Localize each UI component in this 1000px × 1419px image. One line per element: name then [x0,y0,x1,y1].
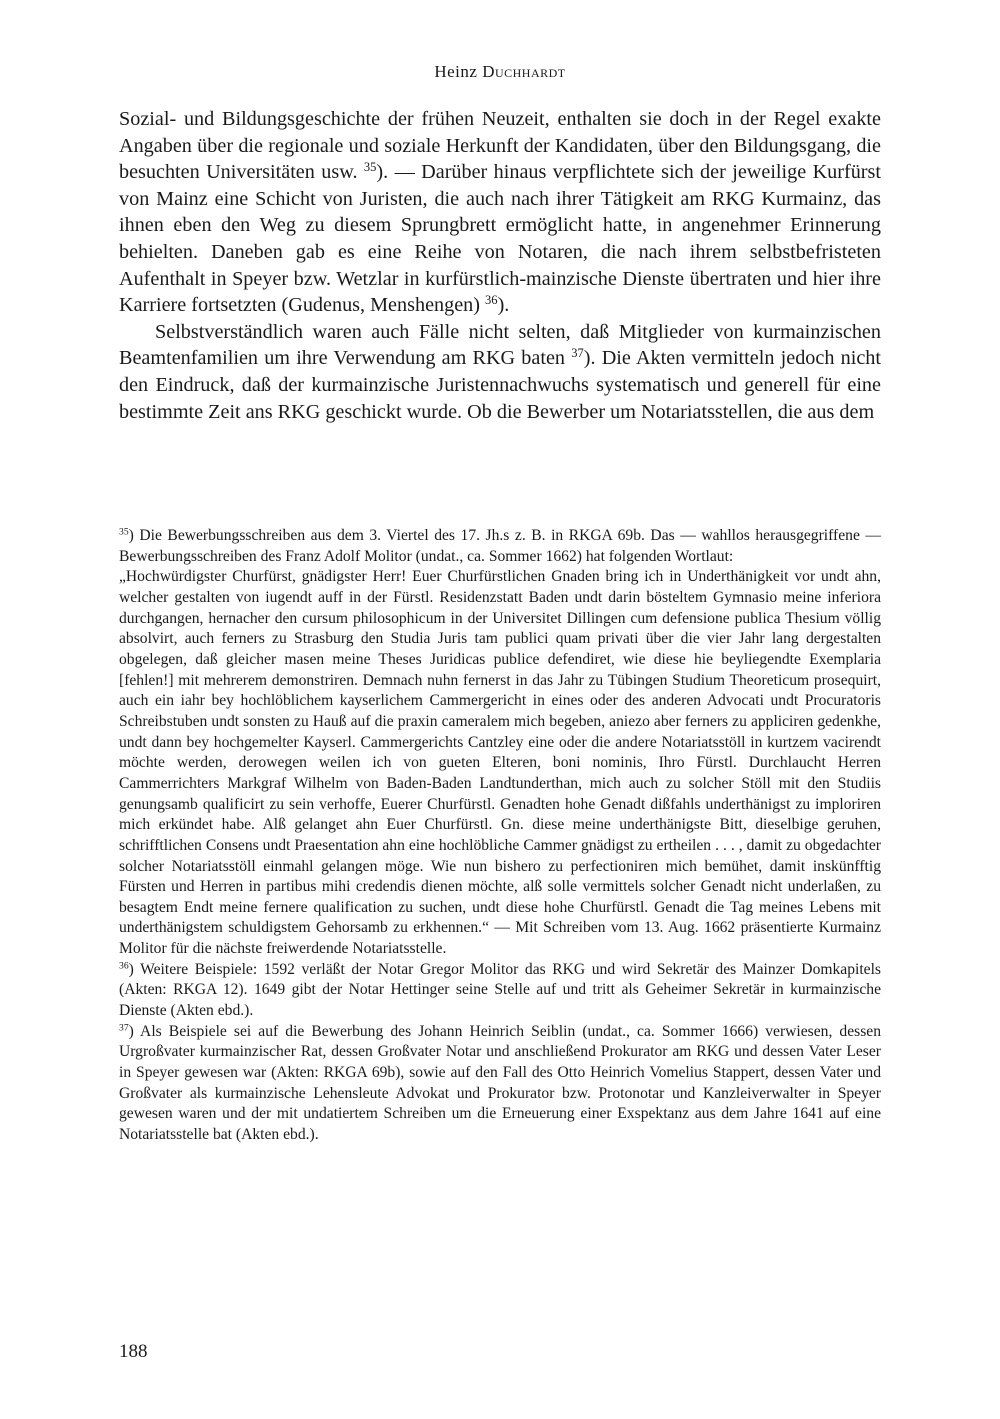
footnote-36-text: ) Weitere Beispiele: 1592 verläßt der Notar Gregor Molitor das RKG und wird Sekretär des Mainzer Domkapitels (Akten: RKGA 12). 1649 gibt der Notar Hettinger seine Stelle auf und tritt als Geheimer Sekretär in kurmainzische Dienste (Akten ebd.). [119,960,881,1020]
footnote-mark-35: 35 [119,526,129,538]
footnotes [119,526,881,1146]
footnote-35 [119,526,881,567]
footnote-37-text: ) Als Beispiele sei auf die Bewerbung des Johann Heinrich Seiblin (undat., ca. Sommer 1666) verwiesen, dessen Urgroßvater kurmainzischer Rat, dessen Großvater Notar und anschließend Prokurator am RKG und dessen Vater Leser in Speyer gewesen war (Akten: RKGA 69b), sowie auf den Fall des Otto Heinrich Vomelius Stappert, dessen Vater und Großvater als kurmainzische Lehensleute Advokat und Prokurator bzw. Protonotar und Kanzleiverwalter in Speyer gewesen waren und der mit undatiertem Schreiben um die Erneuerung einer Exspektanz aus dem Jahre 1641 auf eine Notariatsstelle bat (Akten ebd.). [119,1022,881,1144]
footnote-mark-37: 37 [119,1022,129,1034]
main-text [119,106,881,425]
footnote-35-quote: „Hochwürdigster Churfürst, gnädigster Herr! Euer Churfürstlichen Gnaden bring ich in Underthänigkeit vor undt ahn, welcher gestalten von iugendt auff in der Fürstl. Residenzstatt Baden undt darin bösteltem Gymnasio meine inferiora durchgangen, hernacher den cursum philosophicum in der Universitet Dillingen cum defensione publica Thesium völlig absolvirt, auch ferners zu Strasburg den Studia Juris tam publici quam privati über die vier Jahr lang dergestalten obgelegen, daß gleicher masen meine Theses Juridicas publice defendiret, wie diese hie beyliegendte Exemplaria [fehlen!] mit mehrerem demonstriren. Demnach nuhn fernerst in das Jahr zu Tübingen Studium Theoreticum prosequirt, auch ein iahr bey hochlöblichem kayserlichem Cammergericht in eines oder des anderen Advocati undt Procuratoris Schreibstuben undt sonsten zu Hauß auf die praxin cameralem mich begeben, aniezo aber ferners zu appliciren gedenkhe, undt dann bey hochgemelter Kayserl. Cammergerichts Cantzley eine oder die andere Notariatsstöll in kurtzem vacirendt möchte werden, derowegen weilen ich von gueten Elteren, boni nominis, Ihro Fürstl. Durchlaucht Herren Cammerrichters Markgraf Wilhelm von Baden-Baden Landtunderthan, mich auch zu solcher Stöll mit den Studiis genungsamb qualificirt zu sein verhoffe, Euerer Churfürstl. Genadten hohe Genadt dißfahls underthänigst zu imploriren mich erkündet habe. Alß gelanget ahn Euer Churfürstl. Gn. diese meine underthänigste Bitt, dieselbige geruhen, schrifftlichen Consens undt Praesentation ahn eine hochlöbliche Cammer gnädigst zu ertheilen . . . , damit zu obgedachter solcher Notariatsstöll einmahl gelangen möge. Wie nun bishero zu perfectioniren mich bemühet, damit inskünfftig Fürsten und Herren in partibus mihi credendis dienen möchte, alß solle vermittels solcher Genadt nicht underlaßen, zu besagtem Endt meine fernere qualification zu suchen, undt diese hohe Churfürstl. Genadt die Tag meines Lebens mit underthänigstem schuldigstem Gehorsamb zu erkhennen.“ — Mit Schreiben vom 13. Aug. 1662 präsentierte Kurmainz Molitor für die nächste freiwerdende Notariatsstelle. [119,568,881,958]
footnote-mark-36: 36 [119,960,129,972]
paragraph-1 [119,106,881,319]
paragraph-2-text: Selbstverständlich waren auch Fälle nicht selten, daß Mitglieder von kurmainzischen Beamtenfamilien um ihre Verwendung am RKG baten [119,320,881,370]
footnote-35-intro: ) Die Bewerbungsschreiben aus dem 3. Viertel des 17. Jh.s z. B. in RKGA 69b. Das — wahllos herausgegriffene — Bewerbungsschreiben des Franz Adolf Molitor (undat., ca. Sommer 1662) hat folgenden Wortlaut: [119,527,881,565]
footnote-37 [119,1022,881,1146]
footnote-ref-36: 36 [485,293,498,308]
paragraph-1-text: Sozial- und Bildungsgeschichte der frühen Neuzeit, enthalten sie doch in der Regel exakte Angaben über die regionale und soziale Herkunft der Kandidaten, über den Bildungsgang, die besuchten Universitäten usw. [119,108,881,184]
page-number: 188 [119,1341,148,1362]
author-first-name: Heinz [434,62,478,81]
author-last-name: Duchhardt [482,62,566,81]
footnote-ref-35: 35 [363,160,377,175]
paragraph-2-text-cont: ). Die Akten vermitteln jedoch nicht den Eindruck, daß der kurmainzische Juristennachwuchs systematisch und generell für eine bestimmte Zeit ans RKG geschickt wurde. Ob die Bewerber um Notariatsstellen, die aus dem [119,347,882,423]
paragraph-1-text-end: ). [497,294,510,317]
running-head [0,62,1000,82]
footnote-ref-37: 37 [571,346,584,361]
footnote-36 [119,960,881,1022]
paragraph-2 [119,319,881,425]
paragraph-1-text-cont: ). — Darüber hinaus verpflichtete sich der jeweilige Kurfürst von Mainz eine Schicht von Juristen, die auch nach ihrer Tätigkeit am RKG Kurmainz, das ihnen eben den Weg zu diesem Sprungbrett ermöglicht hatte, in angenehmer Erinnerung behielten. Daneben gab es eine Reihe von Notaren, die nach ihrem selbstbefristeten Aufenthalt in Speyer bzw. Wetzlar in kurfürstlich-mainzische Dienste übertraten und hier ihre Karriere fortsetzten (Gudenus, Menshengen) [119,161,881,317]
